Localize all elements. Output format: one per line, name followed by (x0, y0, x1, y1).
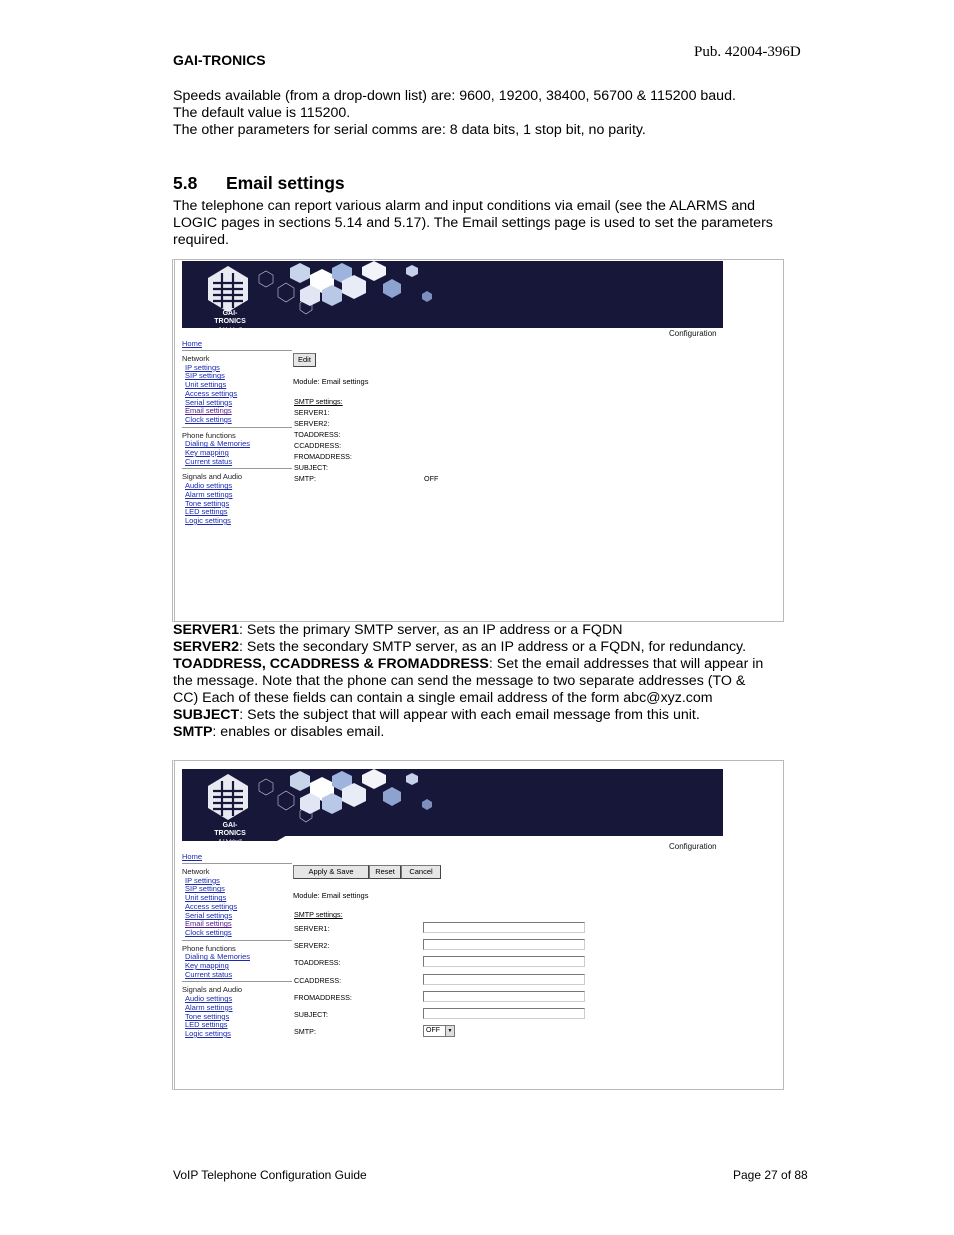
description-server1 (173, 622, 773, 639)
definition: : enables or disables email. (212, 724, 385, 740)
server1-label: SERVER1: (294, 408, 330, 417)
configuration-label: Configuration (669, 842, 717, 851)
banner-graphic (182, 769, 723, 841)
screenshot-edit-mode (172, 760, 784, 1090)
description-server2 (173, 639, 773, 656)
sidebar-item-serial-settings[interactable]: Serial settings (185, 397, 233, 407)
edit-button[interactable]: Edit (293, 353, 316, 367)
sidebar-item-current-status[interactable]: Current status (185, 456, 233, 466)
term: SUBJECT (173, 707, 240, 723)
subject-input[interactable] (423, 1008, 585, 1019)
sidebar-item-access-settings[interactable]: Access settings (185, 388, 238, 398)
sidebar-item-dialing-memories[interactable]: Dialing & Memories (185, 952, 251, 962)
sidebar-item-alarm-settings[interactable]: Alarm settings (185, 1002, 233, 1012)
toaddress-label: TOADDRESS: (294, 958, 341, 967)
sidebar-item-logic-settings[interactable]: Logic settings (185, 515, 231, 525)
header-publication: Pub. 42004-396D (694, 44, 801, 60)
section-body: The telephone can report various alarm and input conditions via email (see the ALARMS and LOGIC pages in sections 5.14 and 5.17). The Email settings page is used to set the parameters required. (173, 198, 773, 248)
sidebar-item-ip-settings[interactable]: IP settings (185, 362, 220, 372)
description-smtp (173, 724, 773, 741)
logo-text (208, 822, 252, 854)
footer-title: VoIP Telephone Configuration Guide (173, 1168, 367, 1182)
smtp-selected-value: OFF (426, 1027, 440, 1034)
logo-name: GAI-TRONICS (214, 822, 246, 837)
definition: : Sets the subject that will appear with each email message from this unit. (239, 707, 700, 723)
smtp-select[interactable] (423, 1025, 455, 1037)
ccaddress-label: CCADDRESS: (294, 441, 342, 450)
configuration-label: Configuration (669, 329, 717, 338)
smtp-label: SMTP: (294, 474, 316, 483)
smtp-settings-heading: SMTP settings: (294, 910, 343, 919)
sidebar-item-logic-settings[interactable]: Logic settings (185, 1028, 231, 1038)
footer-page-number: Page 27 of 88 (733, 1168, 808, 1182)
apply-save-button[interactable]: Apply & Save (293, 865, 369, 879)
logo-name: GAI-TRONICS (214, 310, 246, 325)
term: SERVER1 (173, 622, 239, 638)
sidebar-nav (182, 861, 292, 1039)
term: SERVER2 (173, 639, 239, 655)
nav-group-heading-phone: Phone functions (182, 430, 236, 440)
sidebar-item-clock-settings[interactable]: Clock settings (185, 414, 232, 424)
sidebar-item-tone-settings[interactable]: Tone settings (185, 498, 230, 508)
definition: : Sets the primary SMTP server, as an IP address or a FQDN (238, 622, 623, 638)
toaddress-input[interactable] (423, 956, 585, 967)
sidebar-item-tone-settings[interactable]: Tone settings (185, 1011, 230, 1021)
description-subject (173, 707, 773, 724)
server2-label: SERVER2: (294, 419, 330, 428)
fromaddress-label: FROMADDRESS: (294, 452, 352, 461)
sidebar-item-led-settings[interactable]: LED settings (185, 507, 228, 517)
ccaddress-label: CCADDRESS: (294, 976, 342, 985)
module-title: Module: Email settings (293, 891, 369, 900)
sidebar-item-audio-settings[interactable]: Audio settings (185, 481, 233, 491)
fromaddress-label: FROMADDRESS: (294, 993, 352, 1002)
header-company: GAI-TRONICS (173, 52, 266, 68)
nav-group-heading-phone: Phone functions (182, 943, 236, 953)
sidebar-item-alarm-settings[interactable]: Alarm settings (185, 489, 233, 499)
sidebar-item-unit-settings[interactable]: Unit settings (185, 380, 227, 390)
sidebar-item-email-settings[interactable]: Email settings (185, 919, 232, 929)
sidebar-item-key-mapping[interactable]: Key mapping (185, 961, 229, 971)
sidebar-item-led-settings[interactable]: LED settings (185, 1020, 228, 1030)
sidebar-item-key-mapping[interactable]: Key mapping (185, 448, 229, 458)
logo-text (208, 310, 252, 342)
reset-button[interactable]: Reset (369, 865, 401, 879)
nav-group-heading-network: Network (182, 354, 210, 363)
intro-paragraph (173, 88, 783, 139)
server2-input[interactable] (423, 939, 585, 950)
sidebar-item-unit-settings[interactable]: Unit settings (185, 893, 227, 903)
definition: : Sets the secondary SMTP server, as an IP address or a FQDN, for redundancy. (238, 639, 747, 655)
server1-label: SERVER1: (294, 924, 330, 933)
subject-label: SUBJECT: (294, 1010, 328, 1019)
smtp-value: OFF (424, 474, 439, 483)
fromaddress-input[interactable] (423, 991, 585, 1002)
nav-group-heading-network: Network (182, 867, 210, 876)
section-number: 5.8 (173, 173, 198, 193)
nav-group-heading-signals: Signals and Audio (182, 472, 243, 482)
banner-graphic (182, 261, 723, 328)
smtp-label: SMTP: (294, 1027, 316, 1036)
sidebar-item-serial-settings[interactable]: Serial settings (185, 910, 233, 920)
toaddress-label: TOADDRESS: (294, 430, 341, 439)
intro-line-3: The other parameters for serial comms are: 8 data bits, 1 stop bit, no parity. (173, 122, 646, 138)
cancel-button[interactable]: Cancel (401, 865, 441, 879)
ccaddress-input[interactable] (423, 974, 585, 985)
nav-divider (182, 427, 292, 428)
chevron-down-icon[interactable]: ▼ (445, 1026, 454, 1036)
home-link[interactable]: Home (182, 339, 203, 348)
section-heading (173, 173, 345, 194)
nav-divider (182, 981, 292, 982)
nav-divider (182, 863, 292, 864)
nav-divider (182, 468, 292, 469)
definition: : Set the email addresses that will appear in the message. Note that the phone can send the message to two separate addresses (TO & CC) Each of these fields can contain a single email address of the form abc@xyz.com (173, 656, 764, 706)
sidebar-item-sip-settings[interactable]: SIP settings (185, 884, 225, 894)
sidebar-item-clock-settings[interactable]: Clock settings (185, 927, 232, 937)
home-link[interactable]: Home (182, 852, 203, 861)
nav-group-heading-signals: Signals and Audio (182, 985, 243, 995)
description-addresses (173, 656, 773, 707)
sidebar-item-email-settings[interactable]: Email settings (185, 406, 232, 416)
sidebar-nav (182, 348, 292, 526)
field-descriptions (173, 622, 773, 741)
sidebar-item-current-status[interactable]: Current status (185, 969, 233, 979)
screenshot-view-mode (172, 259, 784, 622)
sidebar-item-sip-settings[interactable]: SIP settings (185, 371, 225, 381)
sidebar-item-ip-settings[interactable]: IP settings (185, 875, 220, 885)
intro-line-2: The default value is 115200. (173, 105, 351, 121)
intro-line-1: Speeds available (from a drop-down list) are: 9600, 19200, 38400, 56700 & 115200 baud. (173, 88, 736, 104)
section-title: Email settings (226, 173, 345, 193)
sidebar-item-dialing-memories[interactable]: Dialing & Memories (185, 439, 251, 449)
term: TOADDRESS, CCADDRESS & FROMADDRESS (173, 656, 489, 672)
sidebar-item-audio-settings[interactable]: Audio settings (185, 994, 233, 1004)
logo-tagline: A Hubbell Company (218, 327, 242, 341)
term: SMTP (173, 724, 213, 740)
server1-input[interactable] (423, 922, 585, 933)
nav-divider (182, 350, 292, 351)
module-title: Module: Email settings (293, 377, 369, 386)
smtp-settings-heading: SMTP settings: (294, 397, 343, 406)
nav-divider (182, 940, 292, 941)
logo-tagline: A Hubbell Company (218, 839, 242, 853)
sidebar-item-access-settings[interactable]: Access settings (185, 901, 238, 911)
subject-label: SUBJECT: (294, 463, 328, 472)
server2-label: SERVER2: (294, 941, 330, 950)
